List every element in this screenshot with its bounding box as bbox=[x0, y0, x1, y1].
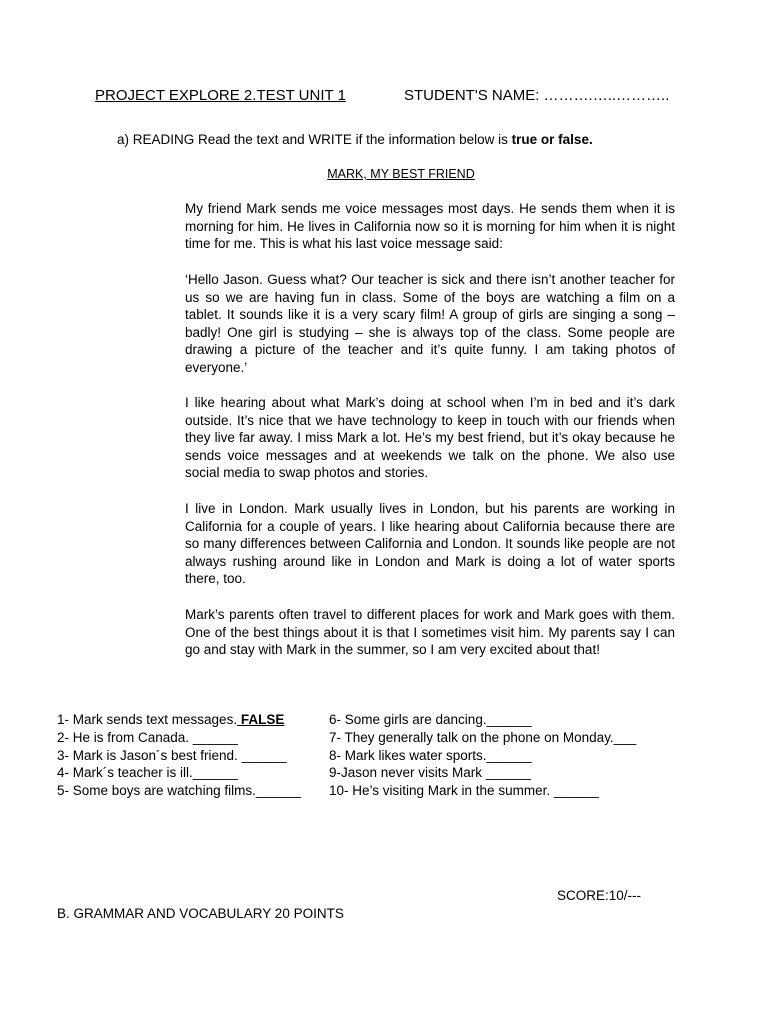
question-text: 1- Mark sends text messages. bbox=[57, 712, 238, 727]
question-1 bbox=[57, 711, 284, 729]
question-2: 2- He is from Canada. ______ bbox=[57, 730, 238, 745]
section-b-heading: B. GRAMMAR AND VOCABULARY 20 POINTS bbox=[57, 906, 344, 921]
question-7: 7- They generally talk on the phone on Monday.___ bbox=[329, 730, 637, 745]
instruction-emphasis: true or false. bbox=[511, 132, 593, 147]
reading-paragraph-3: I like hearing about what Mark’s doing at school when I’m in bed and it’s dark outside. It’s nice that we have technology to keep in touch with our friends when they live far away. I miss Mark a lot. He’s my best friend, but it’s okay because he sends voice messages and at weekends we talk on the phone. We also use social media to swap photos and stories. bbox=[185, 395, 675, 481]
question-8: 8- Mark likes water sports.______ bbox=[329, 748, 532, 763]
reading-paragraph-2: ‘Hello Jason. Guess what? Our teacher is sick and there isn’t another teacher for us so we are having fun in class. Some of the boys are watching a film on a tablet. It sounds like it is a very scary film! A group of girls are singing a song – badly! One girl is studying – she is always top of the class. Some people are drawing a picture of the teacher and it’s quite funny. I am taking photos of everyone.’ bbox=[185, 272, 675, 375]
question-3: 3- Mark is Jason´s best friend. ______ bbox=[57, 748, 287, 763]
question-9: 9-Jason never visits Mark ______ bbox=[329, 765, 531, 780]
score-label: SCORE:10/--- bbox=[557, 888, 642, 903]
reading-paragraph-4: I live in London. Mark usually lives in London, but his parents are working in California for a couple of years. I like hearing about California because there are so many differences between California and London. It sounds like people are not always rushing around like in London and Mark is doing a lot of water sports there, too. bbox=[185, 501, 675, 587]
question-answer: FALSE bbox=[237, 712, 285, 727]
question-10: 10- He’s visiting Mark in the summer. ______ bbox=[329, 783, 599, 798]
test-title: PROJECT EXPLORE 2.TEST UNIT 1 bbox=[95, 87, 346, 104]
reading-title: MARK, MY BEST FRIEND bbox=[327, 167, 475, 181]
reading-paragraph-1: My friend Mark sends me voice messages most days. He sends them when it is morning for him. He lives in California now so it is morning for him when it is night time for me. This is what his last voice message said: bbox=[185, 201, 675, 252]
reading-instruction bbox=[117, 132, 593, 147]
question-6: 6- Some girls are dancing.______ bbox=[329, 712, 532, 727]
question-4: 4- Mark´s teacher is ill.______ bbox=[57, 765, 238, 780]
reading-paragraph-5: Mark’s parents often travel to different places for work and Mark goes with them. One of the best things about it is that I sometimes visit him. My parents say I can go and stay with Mark in the summer, so I am very excited about that! bbox=[185, 607, 675, 658]
student-name-label: STUDENT'S NAME: ……….…..……….. bbox=[404, 87, 670, 104]
instruction-text: a) READING Read the text and WRITE if the information below is bbox=[117, 132, 512, 147]
question-5: 5- Some boys are watching films.______ bbox=[57, 783, 301, 798]
